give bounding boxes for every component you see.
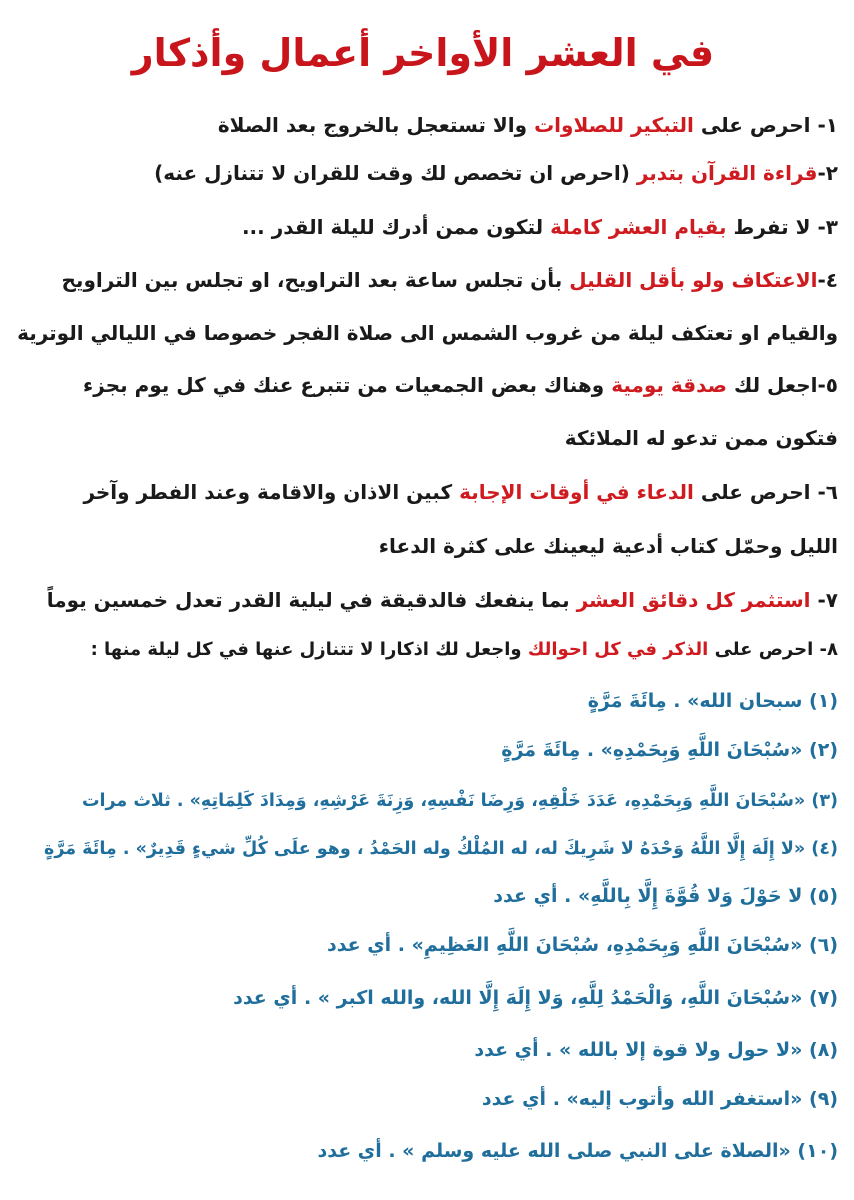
dhikr-4: (٤) «لا إِلَهَ إِلَّا اللَّهُ وَحْدَهُ لا شَرِيكَ له، له المُلْكُ وله الحَمْدُ ، وهو علَى كُلِّ شيءٍ قَدِيرٌ» . مِائَةَ مَرَّةٍ bbox=[44, 839, 838, 859]
item-4-continued-text: والقيام او تعتكف ليلة من غروب الشمس الى صلاة الفجر خصوصا في الليالي الوترية bbox=[17, 321, 838, 345]
dhikr-2: (٢) «سُبْحَانَ اللَّهِ وَبِحَمْدِهِ» . مِائَةَ مَرَّةٍ bbox=[501, 739, 838, 761]
item-2-number: ٢- bbox=[817, 161, 838, 185]
item-7-highlight: استثمر كل دقائق العشر bbox=[576, 588, 811, 612]
item-5 bbox=[8, 370, 838, 400]
item-7 bbox=[8, 585, 838, 615]
item-6-text: ٦- احرص على bbox=[693, 480, 838, 504]
item-8-text: ٨- احرص على bbox=[708, 639, 838, 660]
item-8-text-end: واجعل لك اذكارا لا تتنازل عنها في كل ليلة منها : bbox=[90, 639, 528, 660]
item-6-continued bbox=[8, 531, 838, 561]
item-4-number: ٤- bbox=[817, 268, 838, 292]
item-8 bbox=[8, 635, 838, 665]
item-5-continued bbox=[8, 423, 838, 453]
item-3-text: ٣- لا تفرط bbox=[726, 215, 838, 239]
item-4 bbox=[8, 265, 838, 295]
item-1-text: ١- احرص على bbox=[693, 113, 838, 137]
dhikr-9: (٩) «استغفر الله وأتوب إليه» . أي عدد bbox=[481, 1088, 838, 1110]
dhikr-3: (٣) «سُبْحَانَ اللَّهِ وَبِحَمْدِهِ، عَدَدَ خَلْقِهِ، وَرِضَا نَفْسِهِ، وَزِنَةَ عَرْشِهِ، وَمِدَادَ كَلِمَاتِهِ» . ثلاث مرات bbox=[81, 791, 838, 811]
item-5-text: ٥-اجعل لك bbox=[727, 373, 838, 397]
dhikr-5: (٥) لا حَوْلَ وَلا قُوَّةَ إِلَّا بِاللَّهِ» . أي عدد bbox=[493, 885, 838, 907]
item-7-number: ٧- bbox=[810, 588, 838, 612]
item-5-text-end: وهناك بعض الجمعيات من تتبرع عنك في كل يوم بجزء bbox=[83, 373, 612, 397]
item-1 bbox=[8, 110, 838, 140]
dhikr-7: (٧) «سُبْحَانَ اللَّهِ، وَالْحَمْدُ لِلَّهِ، وَلا إِلَهَ إِلَّا الله، والله اكبر » . أي عدد bbox=[233, 987, 838, 1009]
item-8-highlight: الذكر في كل احوالك bbox=[527, 639, 709, 660]
item-3 bbox=[8, 212, 838, 242]
item-5-continued-text: فتكون ممن تدعو له الملائكة bbox=[564, 426, 838, 450]
item-6-highlight: الدعاء في أوقات الإجابة bbox=[459, 480, 694, 504]
item-3-text-end: لتكون ممن أدرك لليلة القدر ... bbox=[241, 215, 551, 239]
item-1-highlight: التبكير للصلاوات bbox=[534, 113, 694, 137]
item-2 bbox=[8, 158, 838, 188]
dhikr-1: (١) سبحان الله» . مِائَةَ مَرَّةٍ bbox=[587, 690, 838, 712]
dhikr-6: (٦) «سُبْحَانَ اللَّهِ وَبِحَمْدِهِ، سُبْحَانَ اللَّهِ العَظِيمِ» . أي عدد bbox=[326, 934, 838, 956]
item-2-highlight: قراءة القرآن بتدبر bbox=[636, 161, 818, 185]
item-3-highlight: بقيام العشر كاملة bbox=[550, 215, 727, 239]
item-6-text-end: كبين الاذان والاقامة وعند الفطر وآخر bbox=[83, 480, 460, 504]
item-7-text-end: بما ينفعك فالدقيقة في ليلية القدر تعدل خمسين يوماً bbox=[46, 588, 577, 612]
item-1-text-end: والا تستعجل بالخروج بعد الصلاة bbox=[217, 113, 535, 137]
item-5-highlight: صدقة يومية bbox=[611, 373, 727, 397]
item-6 bbox=[8, 477, 838, 507]
page-title: في العشر الأواخر أعمال وأذكار bbox=[131, 31, 715, 75]
item-6-continued-text: الليل وحمّل كتاب أدعية ليعينك على كثرة الدعاء bbox=[378, 534, 838, 558]
dhikr-10: (١٠) «الصلاة على النبي صلى الله عليه وسلم » . أي عدد bbox=[317, 1140, 838, 1162]
item-4-continued bbox=[8, 318, 838, 348]
item-2-text-end: (احرص ان تخصص لك وقت للقران لا تتنازل عنه) bbox=[154, 161, 637, 185]
dhikr-8: (٨) «لا حول ولا قوة إلا بالله » . أي عدد bbox=[474, 1039, 838, 1061]
item-4-text-end: بأن تجلس ساعة بعد التراويح، او تجلس بين التراويح bbox=[61, 268, 570, 292]
item-4-highlight: الاعتكاف ولو بأقل القليل bbox=[569, 268, 818, 292]
